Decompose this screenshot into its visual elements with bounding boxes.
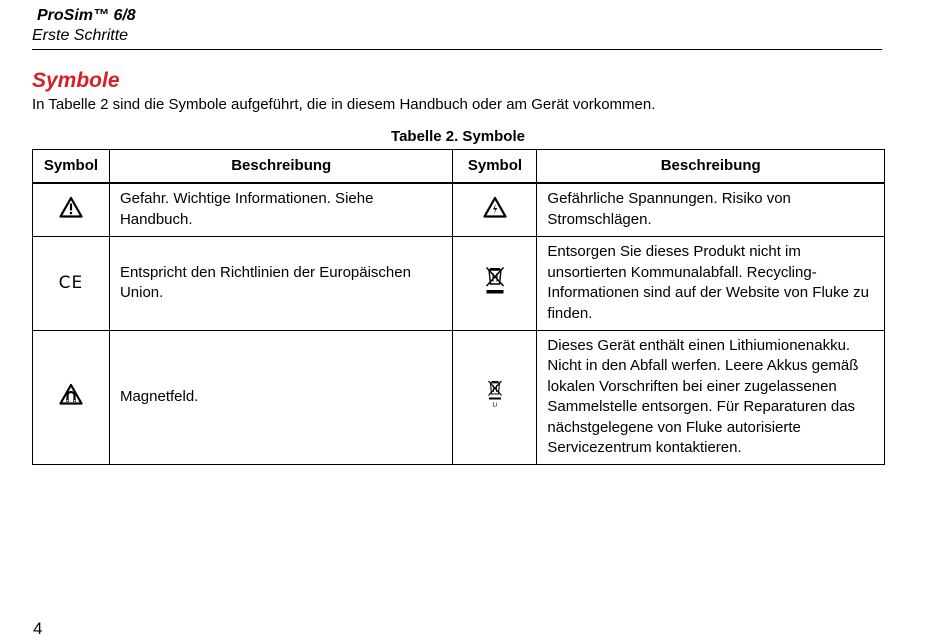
symbol-cell <box>453 330 537 464</box>
intro-paragraph: In Tabelle 2 sind die Symbole aufgeführt, die in diesem Handbuch oder am Gerät vorkommen. <box>32 96 656 113</box>
product-name: ProSim™ 6/8 <box>37 7 136 24</box>
symbol-cell <box>33 330 110 464</box>
description-cell: Entspricht den Richtlinien der Europäischen Union. <box>109 236 453 330</box>
high-voltage-icon <box>483 196 507 225</box>
li-label: Li <box>492 402 498 409</box>
column-header-symbol: Symbol <box>33 150 110 184</box>
warning-triangle-icon <box>59 196 83 225</box>
symbol-cell <box>33 236 110 330</box>
table-row <box>33 330 885 464</box>
symbol-cell <box>33 183 110 236</box>
table-caption: Tabelle 2. Symbole <box>391 128 525 145</box>
table-row <box>33 236 885 330</box>
description-cell: Dieses Gerät enthält einen Lithiumionenakku. Nicht in den Abfall werfen. Leere Akkus gemäß lokalen Vorschriften bei einer zugelassenen Sammelstelle entsorgen. Für Reparaturen das nächstgelegene von Fluke autorisierte Servicezentrum kontaktieren. <box>537 330 885 464</box>
column-header-description: Beschreibung <box>109 150 453 184</box>
description-cell: Gefahr. Wichtige Informationen. Siehe Handbuch. <box>109 183 453 236</box>
page-number: 4 <box>33 619 43 638</box>
magnetic-field-icon <box>59 383 83 412</box>
page-header <box>32 6 882 50</box>
battery-disposal-li-icon <box>486 379 504 416</box>
symbol-cell <box>453 183 537 236</box>
description-cell: Magnetfeld. <box>109 330 453 464</box>
description-cell: Gefährliche Spannungen. Risiko von Stromschlägen. <box>537 183 885 236</box>
symbol-table <box>32 149 885 465</box>
weee-crossed-bin-icon <box>484 265 506 302</box>
ce-mark-icon: CE <box>58 272 84 293</box>
chapter-title: Erste Schritte <box>32 27 129 44</box>
column-header-symbol: Symbol <box>453 150 537 184</box>
table-header-row <box>33 150 885 184</box>
symbol-cell <box>453 236 537 330</box>
column-header-description: Beschreibung <box>537 150 885 184</box>
description-cell: Entsorgen Sie dieses Produkt nicht im unsortierten Kommunalabfall. Recycling-Informationen sind auf der Website von Fluke zu finden. <box>537 236 885 330</box>
table-row <box>33 183 885 236</box>
section-title: Symbole <box>32 69 120 92</box>
